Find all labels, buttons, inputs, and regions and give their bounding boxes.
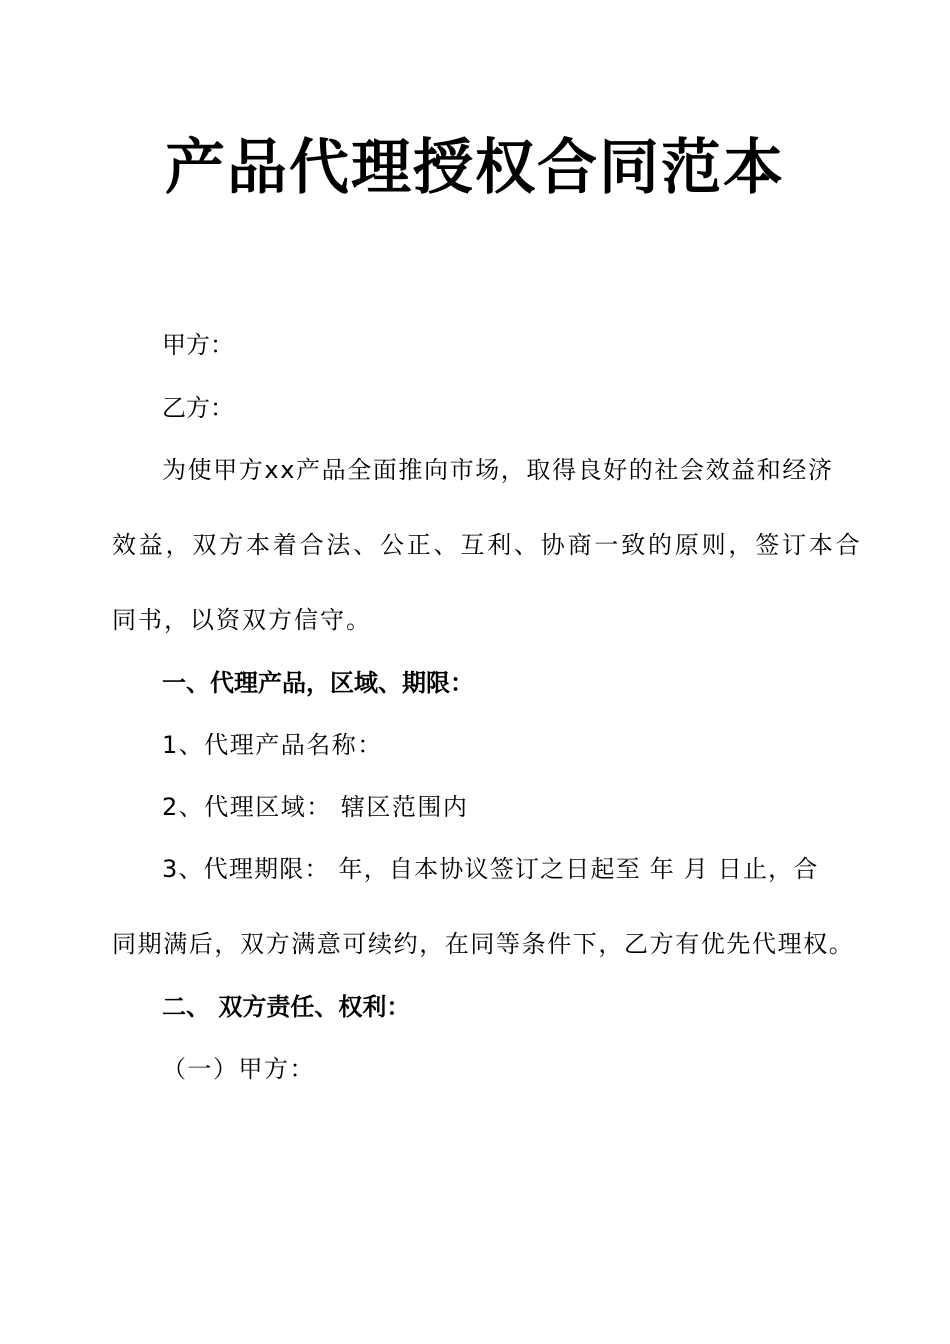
intro-paragraph-line: 效益，双方本着合法、公正、互利、协商一致的原则，签订本合 [112, 531, 863, 559]
agency-term-item-line: 同期满后，双方满意可续约，在同等条件下，乙方有优先代理权。 [112, 930, 855, 958]
product-name-item: 1、代理产品名称： [162, 731, 383, 759]
party-b-line: 乙方： [162, 394, 234, 422]
document-title: 产品代理授权合同范本 [165, 133, 785, 203]
section-2-heading: 二、 双方责任、权利： [162, 993, 411, 1021]
party-a-subsection-heading: （一）甲方： [162, 1055, 315, 1083]
party-a-line: 甲方： [162, 331, 234, 359]
agency-term-item-line: 3、代理期限： 年，自本协议签订之日起至 年 月 日止，合 [162, 855, 819, 883]
section-1-heading: 一、代理产品，区域、期限： [162, 669, 474, 697]
intro-paragraph-line: 同书，以资双方信守。 [112, 606, 372, 634]
intro-paragraph-line: 为使甲方xx产品全面推向市场，取得良好的社会效益和经济 [162, 456, 834, 484]
agency-region-item: 2、代理区域： 辖区范围内 [162, 793, 469, 821]
